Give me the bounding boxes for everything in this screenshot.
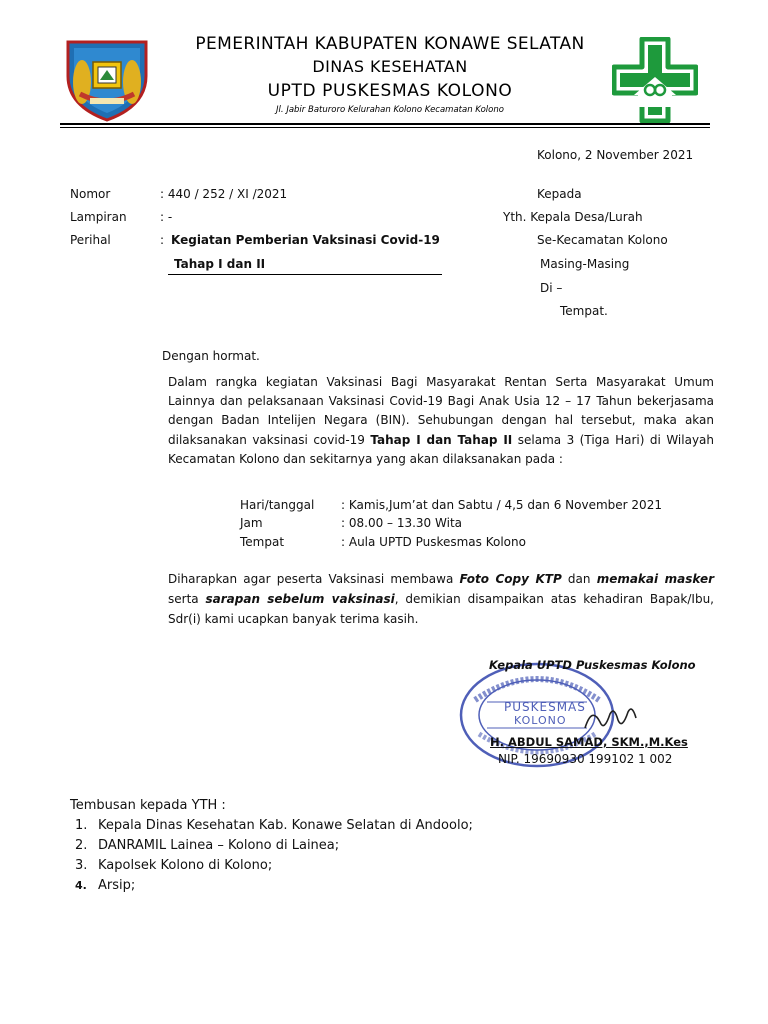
header-department-line: DINAS KESEHATAN (312, 57, 468, 76)
p2-bold-masker: memakai masker (596, 572, 715, 586)
p2-text-c: dan (561, 572, 597, 586)
lampiran-label: Lampiran (70, 210, 127, 224)
tembusan-item-num-2: 2. (75, 838, 88, 853)
tembusan-heading: Tembusan kepada YTH : (70, 798, 226, 813)
stamp-text-puskesmas: PUSKESMAS (504, 700, 586, 714)
perihal-underline (168, 274, 442, 275)
puskesmas-logo-icon (612, 37, 698, 123)
p2-text-a: Diharapkan agar peserta Vaksinasi membawa (168, 572, 460, 586)
header-divider-thin (60, 127, 710, 128)
p2-bold-sarapan: sarapan sebelum vaksinasi (205, 592, 395, 606)
recipient-yth: Yth. Kepala Desa/Lurah (503, 210, 643, 224)
body-paragraph-1 (168, 373, 714, 469)
tembusan-item-num-3: 3. (75, 858, 88, 873)
recipient-masing: Masing-Masing (540, 257, 630, 271)
lampiran-value: : - (160, 210, 173, 224)
p2-text-e: , demikian disampaikan atas kehadiran Bapak/Ibu, Sdr(i) kami ucapkan banyak terima kasih. (168, 592, 714, 626)
header-government-line: PEMERINTAH KABUPATEN KONAWE SELATAN (195, 34, 585, 54)
signature-nip: NIP. 19690930 199102 1 002 (498, 752, 673, 766)
nomor-value: : 440 / 252 / XI /2021 (160, 187, 288, 201)
body-paragraph-2 (168, 569, 714, 629)
schedule-tempat-value: : Aula UPTD Puskesmas Kolono (341, 535, 526, 549)
p1-bold-tahap: Tahap I dan Tahap II (370, 432, 513, 447)
p1-text-b: selama 3 (Tiga Hari) di Wilayah Kecamatan Kolono dan sekitarnya yang akan dilaksanakan pada : (168, 432, 714, 466)
signature-title: Kepala UPTD Puskesmas Kolono (489, 658, 696, 672)
p2-bold-ktp: Foto Copy KTP (459, 572, 562, 586)
regency-emblem-icon (60, 36, 154, 122)
letter-date: Kolono, 2 November 2021 (537, 148, 694, 162)
tembusan-item-3: Kapolsek Kolono di Kolono; (98, 858, 273, 873)
tembusan-item-num-1: 1. (75, 818, 88, 833)
tembusan-item-2: DANRAMIL Lainea – Kolono di Lainea; (98, 838, 340, 853)
schedule-jam-value: : 08.00 – 13.30 Wita (341, 516, 463, 530)
perihal-colon: : (160, 233, 165, 247)
header-address: Jl. Jabir Baturoro Kelurahan Kolono Kecamatan Kolono (276, 105, 504, 115)
handwritten-signature-icon (580, 700, 640, 740)
perihal-label: Perihal (70, 233, 111, 247)
perihal-value-line1: Kegiatan Pemberian Vaksinasi Covid-19 (171, 233, 440, 247)
header-divider-thick (60, 123, 710, 125)
salutation: Dengan hormat. (162, 349, 260, 363)
tembusan-item-1: Kepala Dinas Kesehatan Kab. Konawe Selatan di Andoolo; (98, 818, 473, 833)
schedule-hari-label: Hari/tanggal (240, 498, 315, 512)
header-institution-line: UPTD PUSKESMAS KOLONO (267, 81, 513, 101)
p2-text-d: serta (168, 592, 206, 606)
stamp-text-kolono: KOLONO (514, 714, 567, 727)
signature-name: H. ABDUL SAMAD, SKM.,M.Kes (490, 735, 688, 749)
schedule-jam-label: Jam (240, 516, 263, 530)
schedule-hari-value: : Kamis,Jum’at dan Sabtu / 4,5 dan 6 November 2021 (341, 498, 662, 512)
tembusan-item-4: Arsip; (98, 878, 136, 893)
tembusan-item-num-4: 4. (75, 879, 87, 892)
recipient-tempat: Tempat. (560, 304, 608, 318)
schedule-tempat-label: Tempat (240, 535, 285, 549)
p1-text-a: Dalam rangka kegiatan Vaksinasi Bagi Masyarakat Rentan Serta Masyarakat Umum Lainnya dan pelaksanaan Vaksinasi Covid-19 Bagi Anak Usia 12 – 17 Tahun bekerjasama dengan Badan Intelijen Negara (BIN). Sehubungan dengan hal tersebut, maka akan dilaksanakan vaksinasi covid-19 (168, 375, 714, 447)
perihal-value-line2: Tahap I dan II (174, 257, 266, 271)
recipient-kepada: Kepada (537, 187, 582, 201)
recipient-se: Se-Kecamatan Kolono (537, 233, 668, 247)
nomor-label: Nomor (70, 187, 111, 201)
recipient-di: Di – (540, 281, 563, 295)
